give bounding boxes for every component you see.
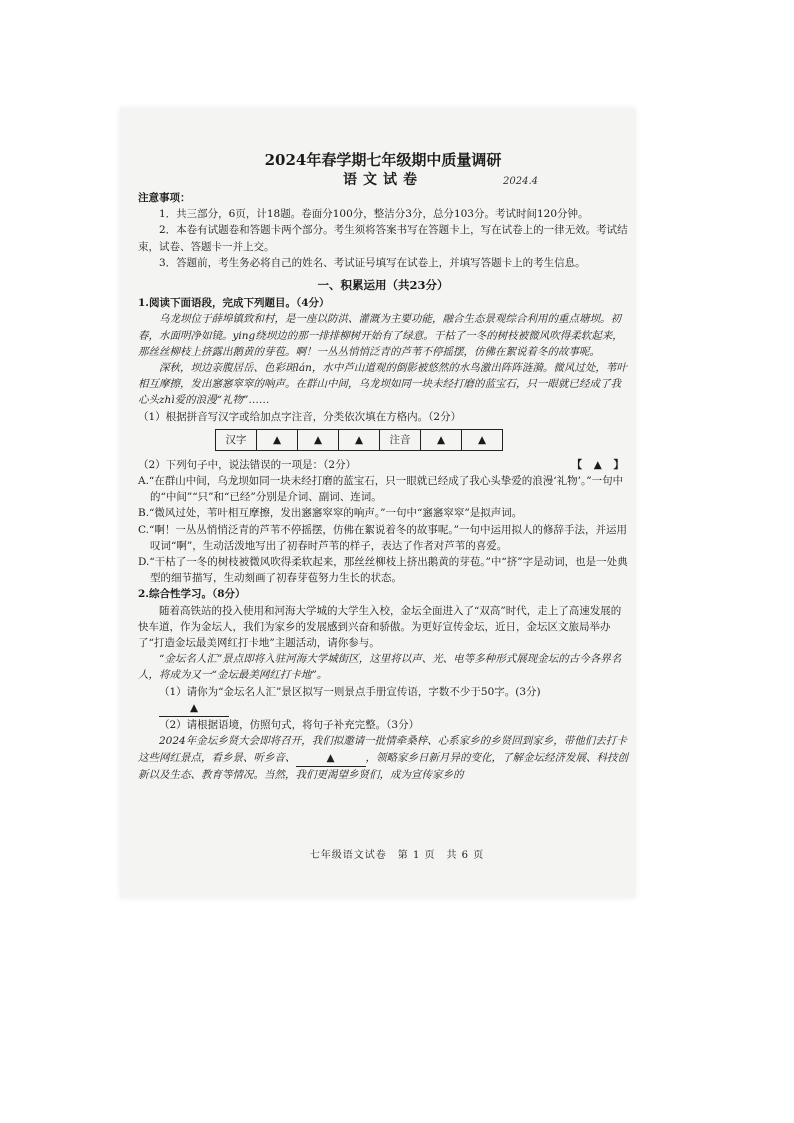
notes-heading: 注意事项：: [138, 192, 191, 204]
option-c: C.“啊！一丛丛悄悄泛青的芦苇不停摇摆，仿佛在絮说着冬的故事呢。”一句中运用拟人的修辞手法，并运用叹词“啊”，生动活泼地写出了初春时芦苇的样子，表达了作者对芦苇的喜爱。: [138, 523, 627, 552]
q2-intro: 随着高铁站的投入使用和河海大学城的大学生入校，金坛全面进入了“双高”时代，走上了高速发展的快车道，作为金坛人，我们为家乡的发展感到兴奋和骄傲。为更好宣传金坛，近日，金坛区文旅局举办了“打造金坛最美网红打卡地”主题活动，请你参与。: [138, 604, 622, 650]
q2-sub1: （1）请你为“金坛名人汇”景区拟写一则景点手册宣传语，字数不少于50字。(3分): [159, 685, 541, 698]
exam-subtitle-row: [138, 170, 628, 190]
answer-blank-1: ▲: [257, 429, 298, 450]
q2-scene: “金坛名人汇”景点即将入驻河海大学城街区，这里将以声、光、电等多种形式展现金坛的古今各界名人，将成为又一“金坛最美网红打卡地”。: [138, 653, 622, 682]
exam-content: [138, 150, 628, 783]
q2-sub1-answer-line: [138, 700, 628, 717]
question-2-stem: 2.综合性学习。（8分）: [138, 588, 246, 601]
question-1-stem: 1.阅读下面语段，完成下列题目。（4分）: [138, 297, 330, 310]
answer-blank-4: ▲: [421, 429, 462, 450]
page-footer: 七年级语文试卷 第 1 页 共 6 页: [309, 850, 485, 861]
answer-bracket: 【 ▲ 】: [571, 458, 628, 471]
q2-sub2-text-a: 2024年金坛乡贤大会即将召开，我们拟邀请一批情牵桑梓、心系家乡的乡贤回到家乡，带他们去打卡这些网红景点，看乡景、听乡音、: [138, 735, 627, 764]
q1-sub1: （1）根据拼音写汉字或给加点字注音，分类依次填在方格内。（2分）: [138, 410, 462, 423]
notes-item-2: 2．本卷有试题卷和答题卡两个部分。考生须将答案书写在答题卡上，写在试卷上的一律无效。考试结束，试卷、答题卡一并上交。: [138, 224, 628, 253]
q2-sub1-blank: ▲: [159, 700, 229, 717]
q1-sub2-text: （2）下列句子中，说法错误的一项是：（2分）: [138, 458, 357, 471]
section-1-heading: 一、积累运用（共23分）: [317, 278, 449, 293]
q2-sub2: （2）请根据语境，仿照句式，将句子补充完整。（3分）: [159, 719, 420, 732]
q2-sub2-blank: ▲: [296, 750, 366, 767]
exam-title: 2024年春学期七年级期中质量调研: [264, 151, 502, 169]
notes-item-1: 1．共三部分，6页，计18题。卷面分100分，整洁分3分，总分103分。考试时间120分钟。: [159, 208, 589, 221]
q1-passage-para-2: 深秋，坝边亲腹居岳、色彩斑lán，水中芦山道观的倒影被悠然的水鸟激出阵阵涟漪。微风过处，苇叶相互摩擦，发出窸窸窣窣的响声。在群山中间，乌龙坝如同一块未经打磨的蓝宝石，只一眼就已经成了我心头zhì爱的浪漫“礼物”……: [138, 362, 627, 407]
option-b: B.“微风过处，苇叶相互摩擦，发出窸窸窣窣的响声。”一句中“窸窸窣窣”是拟声词。: [138, 507, 523, 520]
handwritten-date: 2024.4: [503, 176, 538, 187]
answer-blank-5: ▲: [462, 429, 503, 450]
option-a: A.“在群山中间，乌龙坝如同一块未经打磨的蓝宝石，只一眼就已经成了我心头挚爱的浪漫‘礼物’。”一句中的“中间”“只”和“已经”分别是介词、副词、连词。: [138, 475, 624, 504]
q1-answer-table: [215, 429, 503, 451]
notes-item-3: 3．答题前，考生务必将自己的姓名、考试证号填写在试卷上，并填写答题卡上的考生信息。: [159, 256, 586, 269]
q2-sub2-text: [138, 733, 628, 783]
answer-table-label-hanzi: 汉字: [216, 429, 257, 450]
answer-blank-3: ▲: [339, 429, 380, 450]
answer-table-label-zhuyin: 注音: [380, 429, 421, 450]
q1-sub2: [138, 457, 628, 473]
answer-blank-2: ▲: [298, 429, 339, 450]
q1-passage-para-1: 乌龙坝位于薛埠镇致和村，是一座以防洪、灌溉为主要功能，融合生态景观综合利用的重点塘坝。初春，水面明净如镜。ying绕坝边的那一排排柳树开始有了绿意。干枯了一冬的树枝被微风吹得柔软起来，那丝丝柳枝上挤露出鹅黄的芽苞。啊！一丛丛悄悄泛青的芦苇不停摇摆，仿佛在絮说着冬的故事呢。: [138, 313, 623, 358]
q2-sub2-text-b: ，领略家乡日新月异的变化，了解金坛经济发展、科技创新以及生态、教育等情况。当然，我们更渴望乡贤们，成为宣传家乡的: [138, 751, 628, 781]
option-d: D.“干枯了一冬的树枝被微风吹得柔软起来，那丝丝柳枝上挤出鹅黄的芽苞。”中“挤”字是动词，也是一处典型的细节描写，生动刻画了初春芽苞努力生长的状态。: [138, 556, 628, 585]
exam-subtitle: 语文试卷: [343, 172, 423, 188]
